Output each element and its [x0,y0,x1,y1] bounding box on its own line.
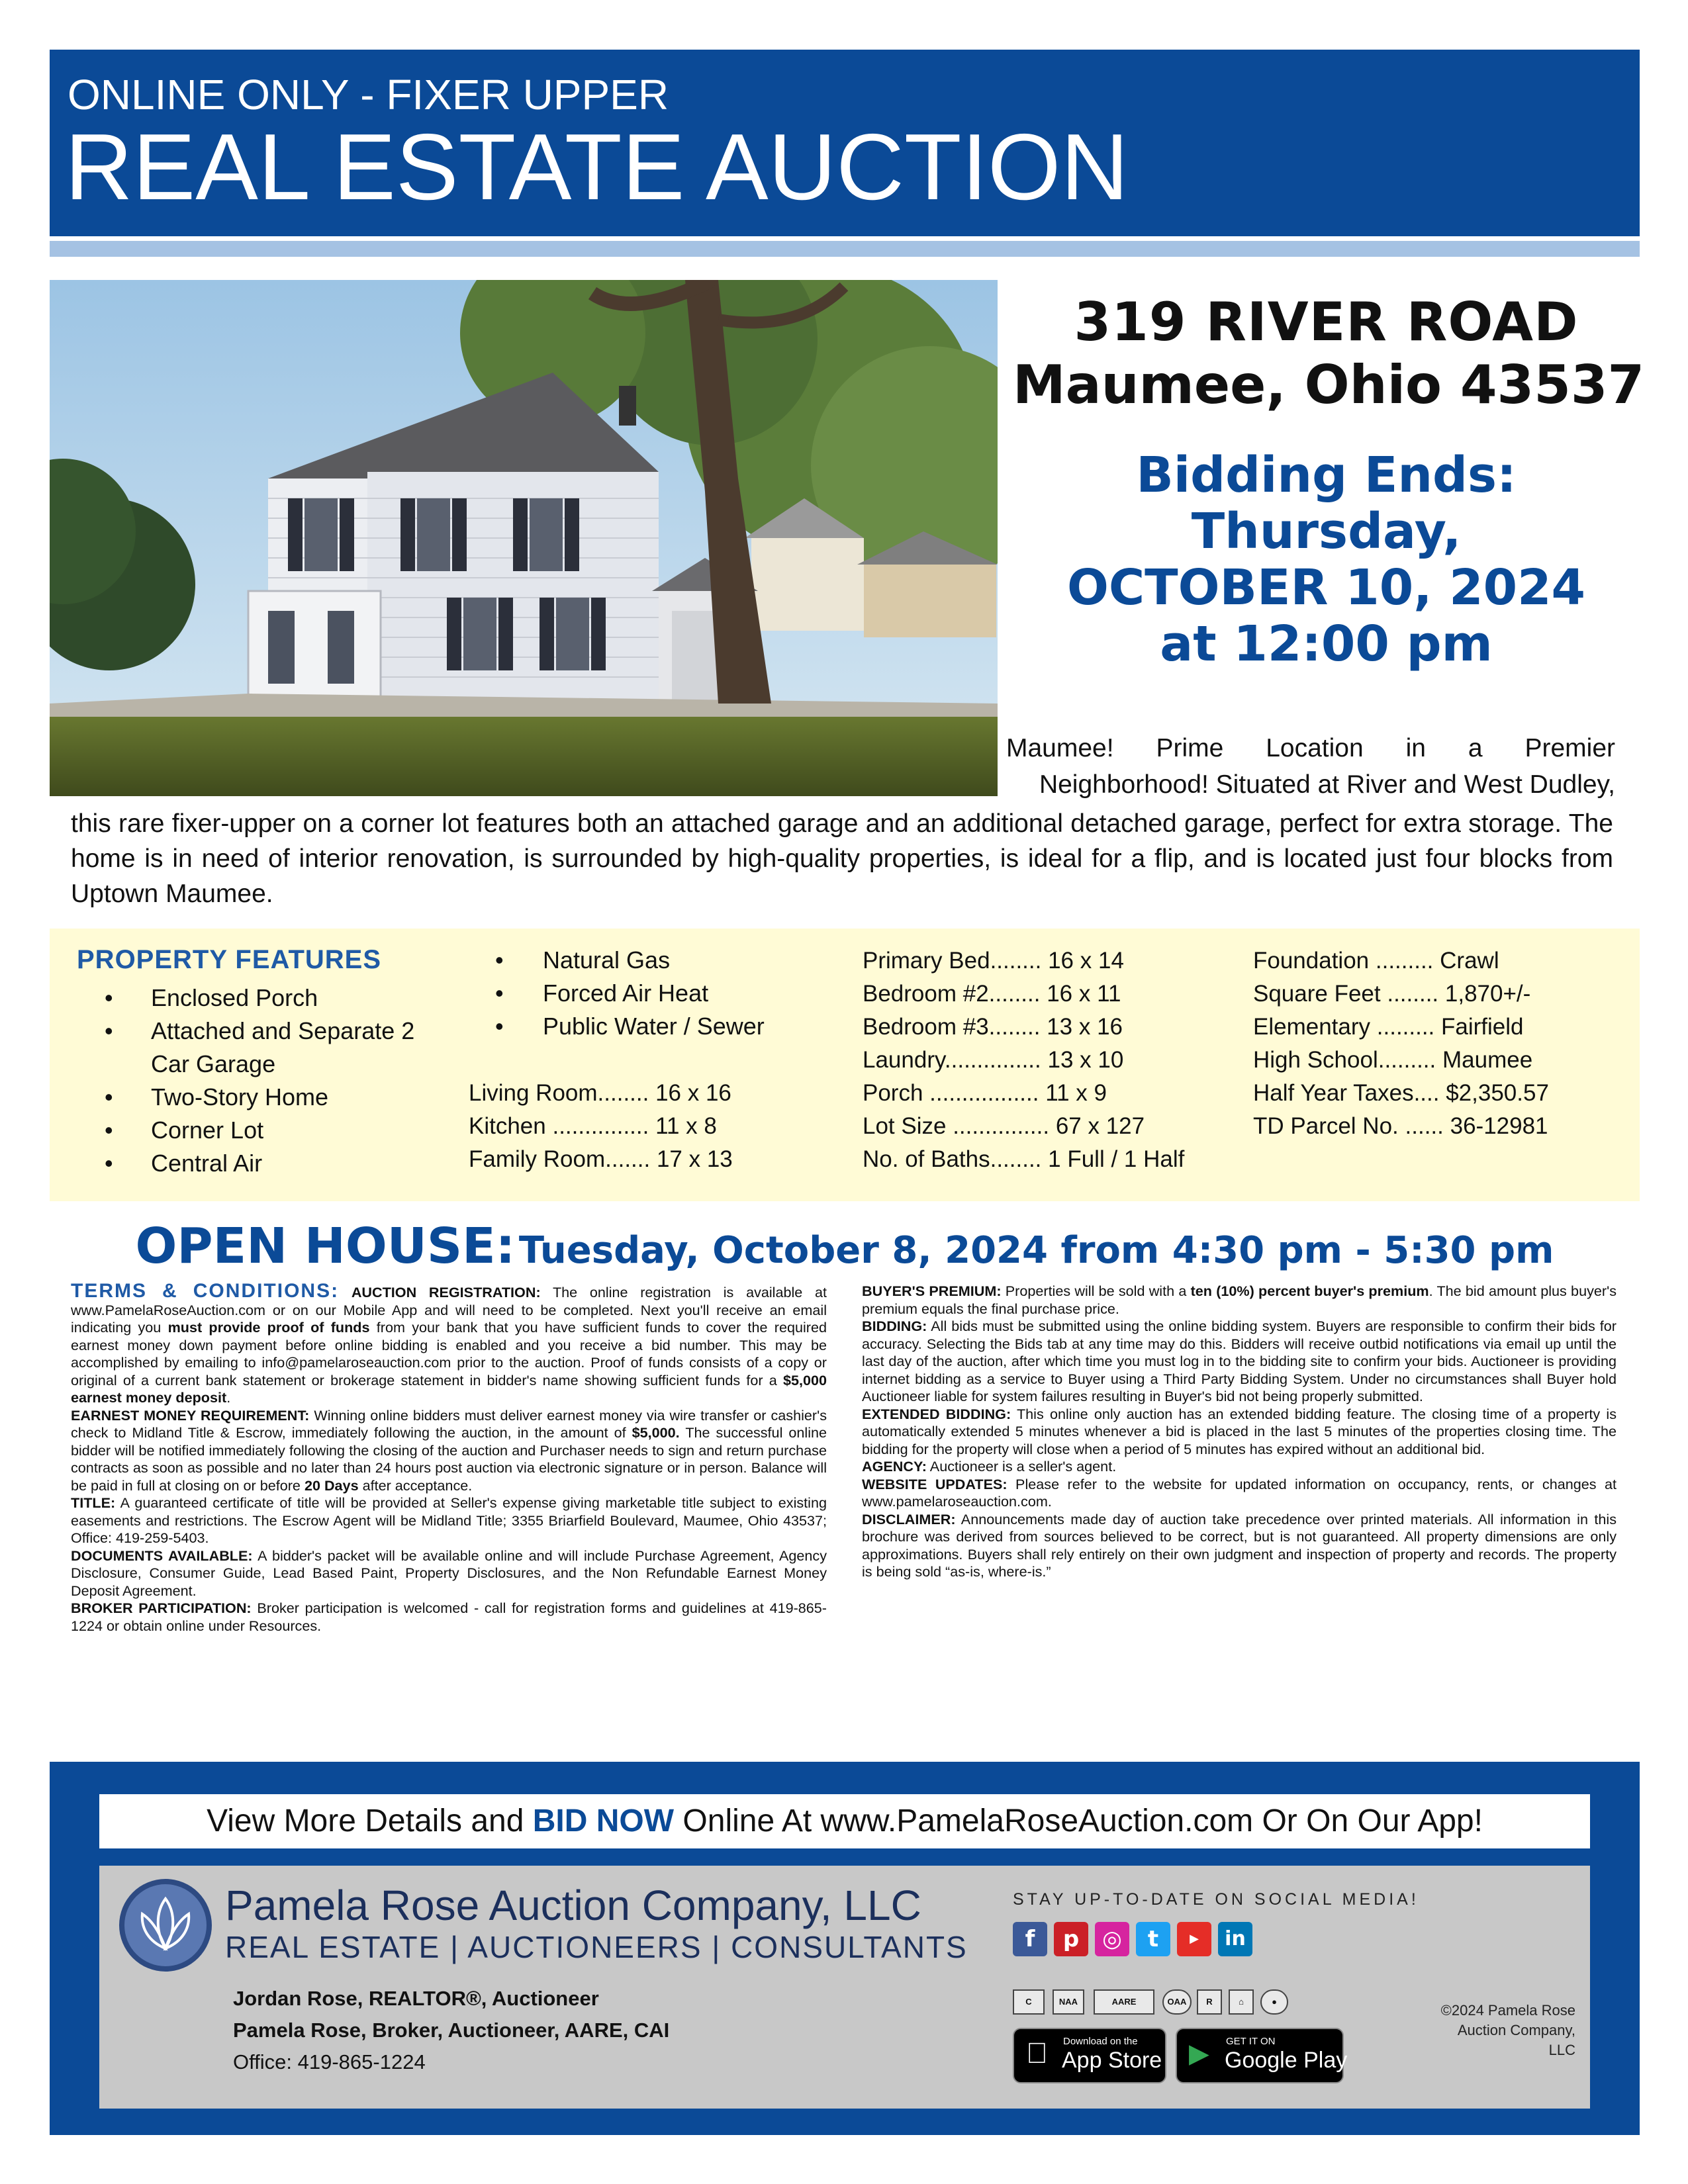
bullet-icon: • [495,979,504,1007]
spec-label: Bedroom #3 [863,1014,989,1040]
spec-row [863,1115,1145,1138]
property-features-title: PROPERTY FEATURES [77,945,382,974]
equal-housing-icon: ⌂ [1229,1989,1254,2015]
youtube-icon[interactable]: ▶ [1177,1922,1211,1956]
cta-text: View More Details and [207,1803,524,1839]
cta-text: Online At www.PamelaRoseAuction.com Or On Our App! [682,1803,1483,1839]
extended-bidding-text: This online only auction has an extended bidding feature. The closing time of a property is automatically extended 5 minutes whenever a bid is placed in the last 5 minutes of the properties closing time. The bidding for the property will close when a period of 5 minutes has expired without an additional bid. [862,1405,1617,1457]
pinterest-icon[interactable]: p [1054,1922,1088,1956]
spec-label: Elementary [1253,1014,1371,1040]
spec-value: 13 x 10 [1047,1047,1124,1073]
earnest-deposit-emphasis: $5,000 earnest money deposit [71,1371,827,1406]
facebook-icon[interactable]: f [1013,1922,1047,1956]
earnest-amount-emphasis: $5,000. [632,1424,680,1441]
description-line-1: Maumee! Prime Location in a Premier [1006,734,1615,762]
agency-text: Auctioneer is a seller's agent. [929,1458,1117,1475]
spec-value: 16 x 11 [1047,981,1121,1007]
bid-now-link[interactable]: BID NOW [532,1803,675,1839]
spec-row [863,1148,1184,1171]
spec-dots: ......... [1378,1047,1436,1073]
google-play-icon: ▶ [1189,2039,1209,2068]
auction-registration-label: AUCTION REGISTRATION: [351,1284,541,1300]
bidding-ends-time: at 12:00 pm [1160,615,1493,672]
spec-value: 1 Full / 1 Half [1048,1146,1185,1172]
spec-dots: .... [1413,1080,1440,1106]
spec-row [863,1048,1123,1071]
feature-item: Two-Story Home [151,1083,329,1111]
closing-days-emphasis: 20 Days [304,1477,359,1494]
open-house-label: OPEN HOUSE: [135,1218,516,1275]
company-tagline: REAL ESTATE | AUCTIONEERS | CONSULTANTS [225,1930,968,1964]
spec-label: TD Parcel No. [1253,1113,1399,1139]
spec-dots: ............... [552,1113,649,1139]
spec-row [863,1015,1123,1038]
buyers-premium-label: BUYER'S PREMIUM: [862,1283,1002,1299]
broker-text: Broker participation is welcomed - call for registration forms and guidelines at 419-865-1224 or obtain online under Resources. [71,1600,827,1634]
buyers-premium-emphasis: ten (10%) percent buyer's premium [1190,1283,1429,1299]
feature-item: Natural Gas [543,946,671,974]
spec-dots: ........ [990,1146,1042,1172]
auction-registration-emphasis: must provide proof of funds [167,1319,370,1336]
spec-value: 1,870+/- [1444,981,1531,1007]
description-line-2: Neighborhood! Situated at River and West Dudley, [1039,770,1615,799]
google-play-label: Google Play [1225,2048,1348,2073]
bullet-icon: • [105,984,113,1011]
spec-label: Square Feet [1253,981,1381,1007]
spec-value: 16 x 14 [1048,948,1124,974]
website-updates-label: WEBSITE UPDATES: [862,1475,1008,1492]
feature-item: Forced Air Heat [543,979,709,1007]
spec-row [469,1148,733,1171]
spec-value: 36-12981 [1450,1113,1548,1139]
spec-label: Lot Size [863,1113,947,1139]
app-store-button[interactable] [1013,2028,1166,2083]
house-photo [50,280,998,796]
spec-value: 67 x 127 [1055,1113,1145,1139]
company-name: Pamela Rose Auction Company, LLC [225,1882,921,1929]
spec-dots: ........ [1387,981,1439,1007]
spec-value: $2,350.57 [1446,1080,1549,1106]
spec-label: Laundry [863,1047,945,1073]
documents-text: A bidder's packet will be available online and will include Purchase Agreement, Agency Disclosure, Consumer Guide, Lead Based Paint, Property Disclosures, and the Non Refundable Earnest Money Deposit Agreement. [71,1547,827,1599]
buyers-premium-text: Properties will be sold with a [1005,1283,1187,1299]
terms-right-column [862,1283,1617,1581]
bullet-icon: • [105,1017,113,1044]
disclaimer-text: Announcements made day of auction take precedence over printed materials. All information in this brochure was derived from sources believed to be correct, but is not guaranteed. All property dimensions are only approximations. Buyers shall rely entirely on their own judgment and inspection of property and records. The property is being sold “as-is, where-is.” [862,1510,1617,1580]
auction-registration-text: The online registration is available at www.PamelaRoseAuction.com or on our Mobile App and will need to be completed. Next you'll receive an email indicating you [71,1284,827,1336]
spec-value: 11 x 8 [655,1113,717,1139]
spec-label: Bedroom #2 [863,981,989,1007]
bullet-icon: • [105,1150,113,1177]
broker-label: BROKER PARTICIPATION: [71,1600,252,1616]
spec-dots: ........ [597,1080,649,1106]
bullet-icon: • [495,1013,504,1040]
association-badge-icon: C [1013,1989,1045,2015]
spec-dots: ......... [1375,948,1434,974]
spec-label: High School [1253,1047,1378,1073]
spec-value: 13 x 16 [1047,1014,1123,1040]
spec-label: Half Year Taxes [1253,1080,1414,1106]
property-address-city: Maumee, Ohio 43537 [1013,354,1645,416]
apple-icon [1026,2037,1048,2070]
oaa-badge-icon: OAA [1162,1989,1192,2015]
header-title: REAL ESTATE AUCTION [65,114,1129,220]
contact-pamela-rose: Pamela Rose, Broker, Auctioneer, AARE, CAI [233,2019,670,2042]
bullet-icon: • [105,1083,113,1111]
spec-dots: ........ [990,948,1042,974]
spec-row [863,982,1121,1005]
spec-dots: ........ [988,981,1041,1007]
spec-row [1253,1115,1548,1138]
documents-label: DOCUMENTS AVAILABLE: [71,1547,253,1564]
spec-dots: ............... [944,1047,1041,1073]
bidding-ends-day: Thursday, [1191,503,1462,560]
open-house-time: Tuesday, October 8, 2024 from 4:30 pm - 5:30 pm [518,1229,1554,1272]
spec-dots: ......... [1376,1014,1435,1040]
spec-row [1253,1015,1524,1038]
spec-value: Crawl [1440,948,1499,974]
realtor-badge-icon: R [1197,1989,1222,2015]
feature-item: Corner Lot [151,1116,264,1144]
instagram-icon[interactable]: ◎ [1095,1922,1129,1956]
spec-label: Family Room [469,1146,606,1172]
spec-row [863,1081,1107,1105]
bidding-ends-label: Bidding Ends: [1136,447,1517,504]
feature-item: Central Air [151,1150,263,1177]
spec-value: 11 x 9 [1045,1080,1107,1106]
bidding-text: All bids must be submitted using the online bidding system. Buyers are responsible to confirm their bids for accuracy. Selecting the Bids tab at any time may do this. Bidders will receive outbid notifications via email up until the last day of the auction, after which time you must log in to the bidding site to confirm your bids. Auctioneer is providing internet bidding as a service to Buyer using a Third Party Bidding System. Under no circumstances shall Buyer hold Auctioneer liable for system failures resulting in Buyer's bid not being properly submitted. [862,1318,1617,1404]
spec-label: Porch [863,1080,923,1106]
property-address-street: 319 RIVER ROAD [1074,291,1579,353]
spec-label: Foundation [1253,948,1370,974]
spec-dots: ........ [988,1014,1041,1040]
aare-badge-icon: AARE [1094,1989,1154,2015]
spec-label: No. of Baths [863,1146,990,1172]
spec-dots: ............... [953,1113,1050,1139]
bid-now-banner[interactable] [99,1794,1590,1848]
title-text: A guaranteed certificate of title will be provided at Seller's expense giving marketable title subject to existing easements and restrictions. The Escrow Agent will be Midland Title; 3355 Briarfield Boulevard, Maumee, Ohio 43537; Office: 419-259-5403. [71,1494,827,1546]
spec-dots: ....... [605,1146,651,1172]
agency-label: AGENCY: [862,1458,927,1475]
spec-dots: ...... [1405,1113,1444,1139]
header-subtitle: ONLINE ONLY - FIXER UPPER [68,71,669,118]
earnest-money-text: after acceptance. [362,1477,473,1494]
extended-bidding-label: EXTENDED BIDDING: [862,1405,1011,1422]
app-store-label: App Store [1062,2048,1162,2073]
office-phone[interactable]: Office: 419-865-1224 [233,2050,426,2073]
spec-label: Primary Bed [863,948,990,974]
feature-item: Public Water / Sewer [543,1013,765,1040]
title-label: TITLE: [71,1494,116,1511]
spec-row [863,949,1124,972]
company-logo-icon [116,1876,215,1975]
twitter-icon[interactable]: t [1136,1922,1170,1956]
spec-row [1253,949,1499,972]
linkedin-icon[interactable]: in [1218,1922,1252,1956]
bidding-label: BIDDING: [862,1318,927,1334]
copyright-notice: ©2024 Pamela Rose Auction Company, LLC [1440,2002,1575,2058]
google-play-button[interactable] [1176,2028,1348,2083]
bidding-ends-date: OCTOBER 10, 2024 [1066,559,1586,616]
spec-dots: ................. [929,1080,1039,1106]
earnest-money-text: The successful online bidder will be notified immediately following the closing of the auction and Purchaser needs to sign and return purchase contracts as soon as possible and no later than 24 hours post auction via electronic signature or in person. Balance will be paid in full at closing on or before [71,1424,827,1494]
bullet-icon: • [105,1116,113,1144]
contact-jordan-rose: Jordan Rose, REALTOR®, Auctioneer [233,1987,599,2010]
bullet-icon: • [495,946,504,974]
description-body: this rare fixer-upper on a corner lot features both an attached garage and an additional detached garage, perfect for extra storage. The home is in need of interior renovation, is surrounded by high-quality properties, is ideal for a flip, and is located just four blocks from Uptown Maumee. [71,809,1613,908]
spec-row [469,1081,731,1105]
auction-registration-text: from your bank that you have sufficient funds to cover the required earnest money down payment before online bidding is enabled and you receive a bid number. This may be accomplished by emailing to info@pamelaroseauction.com prior to the auction. Proof of funds consists of a copy or original of a current bank statement or brokerage statement in bidder's name showing sufficient funds for a [71,1319,827,1388]
terms-heading: TERMS & CONDITIONS: [71,1280,340,1302]
social-media-heading: STAY UP-TO-DATE ON SOCIAL MEDIA! [1013,1890,1419,1909]
spec-row [1253,982,1530,1005]
google-play-small-text: GET IT ON [1226,2036,1276,2047]
earnest-money-label: EARNEST MONEY REQUIREMENT: [71,1406,310,1424]
feature-item: Enclosed Porch [151,984,318,1011]
terms-left-column: TERMS & CONDITIONS: AUCTION REGISTRATION: The online registration is available at www.PamelaRoseAuction.com or on our Mobile App and will need to be completed. Next you'll receive an email indicating you must provide proof of funds from your bank that you have sufficient funds to cover the required earnest money down payment before online bidding is enabled and you receive a bid number. This may be accomplished by emailing to info@pamelaroseauction.com prior to the auction. Proof of funds consists of a copy or original of a current bank statement or brokerage statement in bidder's name showing sufficient funds for a $5,000 earnest money deposit. EARNEST MONEY REQUIREMENT: Winning online bidders must deliver earnest money via wire transfer or cashier's check to Midland Title & Escrow, immediately following the auction, in the amount of $5,000. The successful online bidder will be notified immediately following the closing of the auction and Purchaser needs to sign and return purchase contracts as soon as possible and no later than 24 hours post auction via electronic signature or in person. Balance will be paid in full at closing on or before 20 Days after acceptance. TITLE: A guaranteed certificate of title will be provided at Seller's expense giving marketable title subject to existing easements and restrictions. The Escrow Agent will be Midland Title; 3355 Briarfield Boulevard, Maumee, Ohio 43537; Office: 419-259-5403. DOCUMENTS AVAILABLE: A bidder's packet will be available online and will include Purchase Agreement, Agency Disclosure, Consumer Guide, Lead Based Paint, Property Disclosures, and the Non Refundable Earnest Money Deposit Agreement. BROKER PARTICIPATION: Broker participation is welcomed - call for registration forms and guidelines at 419-865-1224 or obtain online under Resources. [71,1280,827,1634]
earnest-money-text: Winning online bidders must deliver earnest money via wire transfer or cashier's check to Midland Title & Escrow, immediately following the auction, in the amount of [71,1406,827,1441]
spec-row [1253,1081,1549,1105]
header-accent-line [50,241,1640,257]
open-house-banner [50,1218,1640,1275]
feature-item: Car Garage [151,1050,276,1077]
spec-label: Kitchen [469,1113,546,1139]
spec-label: Living Room [469,1080,598,1106]
spec-row [469,1115,717,1138]
spec-row [1253,1048,1532,1071]
disclaimer-label: DISCLAIMER: [862,1510,956,1527]
association-seal-icon: ● [1260,1989,1288,2015]
spec-value: Maumee [1442,1047,1533,1073]
spec-value: 16 x 16 [655,1080,731,1106]
buyers-premium-text: . The bid amount plus buyer's premium equals the final purchase price. [862,1283,1617,1317]
association-badge-icon: NAA [1053,1989,1084,2015]
spec-value: Fairfield [1441,1014,1524,1040]
feature-item: Attached and Separate 2 [151,1017,415,1044]
app-store-small-text: Download on the [1063,2036,1138,2047]
spec-value: 17 x 13 [656,1146,733,1172]
website-updates-text: Please refer to the website for updated information on occupancy, rents, or changes at www.pamelaroseauction.com. [862,1475,1617,1510]
